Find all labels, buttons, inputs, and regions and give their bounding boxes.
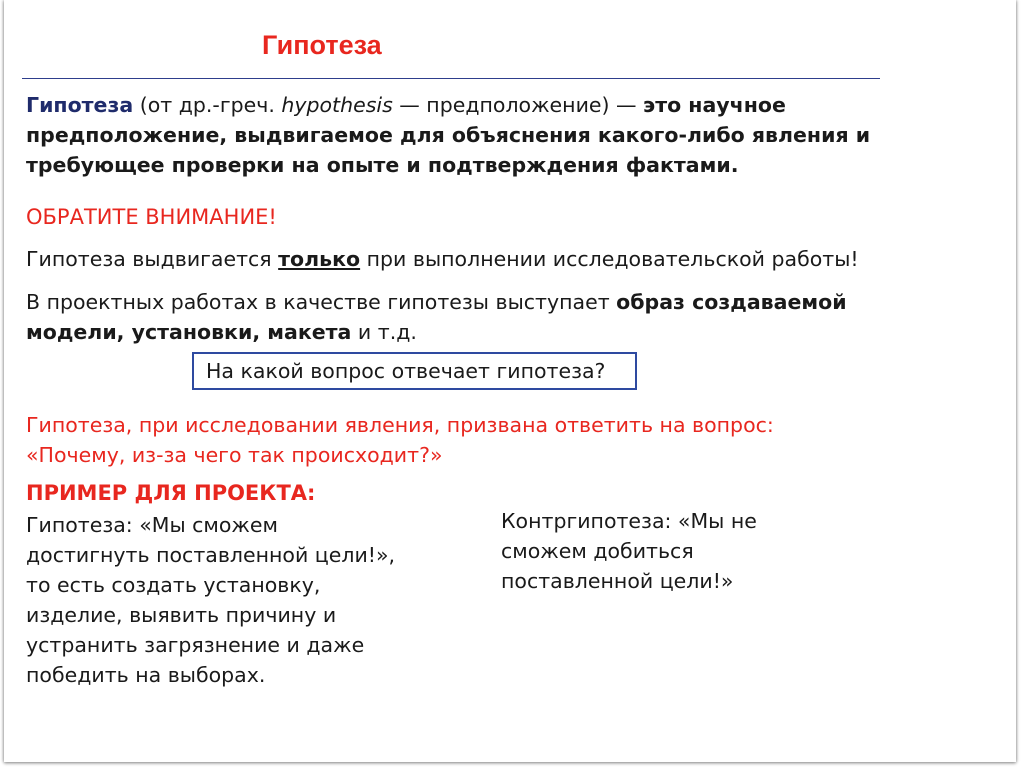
only-emphasis: только (278, 247, 361, 271)
example-heading: ПРИМЕР ДЛЯ ПРОЕКТА: (26, 481, 316, 505)
counter-line: сможем добиться (501, 539, 694, 563)
hypothesis-example (26, 510, 395, 690)
hypothesis-line: Гипотеза: «Мы сможем (26, 513, 278, 537)
slide (4, 0, 1016, 762)
attention-heading: ОБРАТИТЕ ВНИМАНИЕ! (26, 205, 277, 229)
only-before: Гипотеза выдвигается (26, 247, 279, 271)
definition-term: Гипотеза (26, 93, 134, 117)
counter-line: Контргипотеза: «Мы не (501, 509, 757, 533)
definition-part-3: это научное (643, 93, 786, 117)
definition-paragraph (26, 90, 870, 180)
project-line-1-bold: образ создаваемой (616, 290, 847, 314)
definition-line-2: предположение, выдвигаемое для объяснения какого-либо явления и (26, 123, 871, 147)
counter-line: поставленной цели!» (501, 569, 734, 593)
project-line-2 (26, 317, 847, 347)
hypothesis-line: изделие, выявить причину и (26, 603, 337, 627)
hypothesis-line: достигнуть поставленной цели!», (26, 543, 396, 567)
definition-line-1 (26, 90, 870, 120)
project-line-2-plain: и т.д. (351, 320, 417, 344)
definition-part-1: (от др.-греч. (133, 93, 282, 117)
project-line-1-plain: В проектных работах в качестве гипотезы выступает (26, 290, 617, 314)
project-line-2-bold: модели, установки, макета (26, 320, 352, 344)
why-line-2: «Почему, из-за чего так происходит?» (26, 443, 443, 467)
counter-hypothesis-example (501, 506, 757, 596)
project-line-1 (26, 287, 847, 317)
only-after: при выполнении исследовательской работы! (360, 247, 859, 271)
project-sentence (26, 287, 847, 347)
definition-line-3: требующее проверки на опыте и подтверждения фактами. (26, 153, 739, 177)
hypothesis-line: устранить загрязнение и даже (26, 633, 365, 657)
question-box: На какой вопрос отвечает гипотеза? (192, 352, 637, 390)
only-research-sentence (26, 244, 859, 274)
hypothesis-line: победить на выборах. (26, 663, 266, 687)
why-question (26, 410, 774, 470)
why-line-1: Гипотеза, при исследовании явления, призвана ответить на вопрос: (26, 413, 774, 437)
definition-latin: hypothesis (281, 93, 393, 117)
hypothesis-line: то есть создать установку, (26, 573, 321, 597)
slide-title: Гипотеза (262, 30, 382, 60)
title-divider (22, 78, 880, 79)
definition-part-2: — предположение) — (392, 93, 644, 117)
